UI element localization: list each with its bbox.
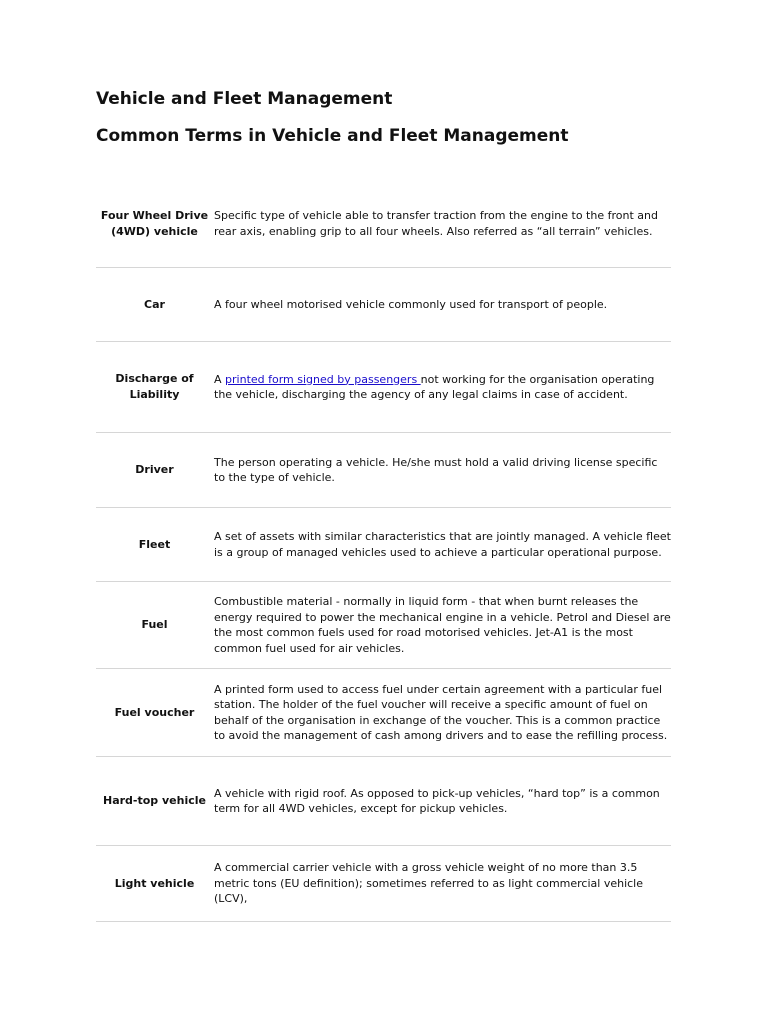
term-definition: The person operating a vehicle. He/she must hold a valid driving license specific to the type of vehicle. [214,455,658,484]
term-definition: Combustible material - normally in liquid form - that when burnt releases the energy required to power the mechanical engine in a vehicle. Petrol and Diesel are the most common fuels used for road motorised vehicles. Jet-A1 is the most common fuel used for air vehicles. [214,595,671,655]
term-name: Discharge of Liability [115,372,194,401]
term-row-4wd [96,180,671,268]
term-row-fuel-voucher [96,669,671,757]
term-row-driver [96,433,671,508]
document-subtitle: Common Terms in Vehicle and Fleet Management [96,126,569,146]
term-definition: A four wheel motorised vehicle commonly used for transport of people. [214,297,608,311]
term-name: Light vehicle [114,876,195,890]
term-name: Four Wheel Drive (4WD) vehicle [100,208,209,238]
printed-form-link[interactable]: printed form signed by passengers [225,372,421,386]
term-row-discharge-of-liability [96,342,671,433]
term-name: Hard-top vehicle [103,794,206,807]
term-name: Car [144,297,165,311]
term-name: Fuel voucher [114,705,195,719]
definition-suffix: not working for the organisation operating the vehicle, discharging the agency of any legal claims in case of accident. [214,372,655,401]
document-title: Vehicle and Fleet Management [96,89,393,109]
term-row-fleet [96,508,671,582]
term-definition: A set of assets with similar characteristics that are jointly managed. A vehicle fleet is a group of managed vehicles used to achieve a particular operational purpose. [214,530,671,559]
term-definition: A vehicle with rigid roof. As opposed to pick-up vehicles, “hard top” is a common term for all 4WD vehicles, except for pickup vehicles. [214,786,660,815]
term-name: Driver [135,463,174,476]
term-row-car [96,268,671,342]
term-row-fuel [96,582,671,669]
term-definition: A printed form used to access fuel under certain agreement with a particular fuel station. The holder of the fuel voucher will receive a specific amount of fuel on behalf of the organisation in exchange of the voucher. This is a common practice to avoid the management of cash among drivers and to ease the refilling process. [214,682,668,742]
term-name: Fuel [141,618,168,631]
term-definition: A commercial carrier vehicle with a gross vehicle weight of no more than 3.5 metric tons (EU definition); sometimes referred to as light commercial vehicle (LCV), [214,861,644,906]
term-row-light-vehicle [96,846,671,922]
term-name: Fleet [138,537,171,551]
term-row-hard-top-vehicle [96,757,671,846]
term-definition [213,372,671,403]
term-definition: Specific type of vehicle able to transfer traction from the engine to the front and rear axis, enabling grip to all four wheels. Also referred as “all terrain” vehicles. [214,209,658,238]
terms-table [96,180,671,922]
definition-prefix: A [214,372,226,386]
